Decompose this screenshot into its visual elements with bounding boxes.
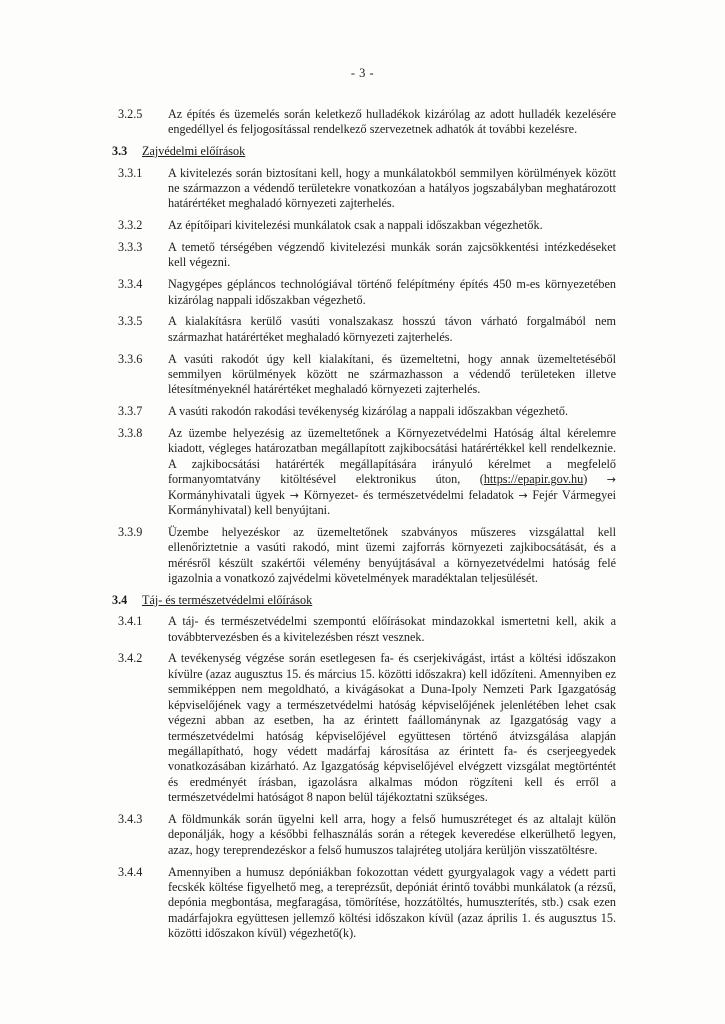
paragraph-3-3-8 [112,426,616,518]
section-3-3-heading [112,144,616,159]
paragraph-text: Az építés és üzemelés során keletkező hulladékok kizárólag az adott hulladék kezelésére engedéllyel és feljogosítással rendelkező szervezetnek adhatók át további kezelésre. [168,107,616,137]
paragraph-number: 3.2.5 [118,107,143,121]
paragraph-number: 3.4.3 [118,811,143,826]
paragraph-text: A táj- és természetvédelmi szempontú előírásokat mindazokkal ismertetni kell, akik a továbbtervezésben és a kivitelezésben részt vesznek. [168,614,616,644]
paragraph-number: 3.3.4 [118,277,143,292]
paragraph-3-4-4 [112,865,616,942]
paragraph-3-4-2 [112,651,616,805]
paragraph-3-2-5 [112,107,616,138]
arrow-right-icon: → [518,488,528,502]
paragraph-number: 3.3.6 [118,351,143,366]
paragraph-3-3-9 [112,525,616,587]
paragraph-text: A vasúti rakodón rakodási tevékenység kizárólag a nappali időszakban végezhető. [168,404,569,419]
arrow-right-icon: → [289,488,299,502]
paragraph-3-3-6 [112,352,616,398]
paragraph-number: 3.3.7 [118,404,143,419]
paragraph-3-4-1 [112,614,616,645]
paragraph-3-3-3 [112,240,616,271]
paragraph-3-4-3 [112,812,616,858]
paragraph-text: A földmunkák során ügyelni kell arra, hogy a felső humuszréteget és az altalajt külön deponálják, hogy a későbbi felhasználás során a rétegek keveredése elkerülhető legyen, azaz, hogy tereprendezéskor a felső humuszos talajréteg utoljára kerüljön visszatöltésre. [168,811,616,857]
section-3-4-heading [112,593,616,608]
paragraph-3-3-4 [112,277,616,308]
epapir-link[interactable]: https://epapir.gov.hu [483,472,584,487]
paragraph-number: 3.4.1 [118,614,143,629]
paragraph-text: A tevékenység végzése során esetlegesen fa- és cserjekivágást, irtást a költési időszakon kívülre (azaz augusztus 15. és március 15. közötti időszakra) kell időzíteni. Amennyiben ez semmiképpen nem megoldható, a kivágásokat a Duna-Ipoly Nemzeti Park Igazgatóság képviselőjének vagy a természetvédelmi hatóság képviselőjének jelenlétében lehet csak végezni abban az esetben, ha az érintett faállománynak az Igazgatóság vagy a természetvédelmi hatóság képviselőjével együttesen történő átvizsgálása alapján megállapítható, hogy védett madárfaj károsítása az érintett fa- és cserjeegyedek vonatkozásában kizárható. Az Igazgatóság képviselőjével elvégzett vizsgálat megtörténtét és eredményét írásban, igazolásra alkalmas módon rögzíteni kell és erről a természetvédelmi hatóságot 8 napon belül tájékoztatni szükséges. [168,651,616,805]
page-number: - 3 - [350,66,375,80]
paragraph-number: 3.3.1 [118,165,143,180]
paragraph-3-3-5 [112,314,616,345]
paragraph-number: 3.3.3 [118,240,143,255]
section-number: 3.3 [112,144,128,159]
paragraph-text: Amennyiben a humusz depóniákban fokozottan védett gyurgyalagok vagy a védett parti fecskék költése figyelhető meg, a tereprézsűt, depóniát érintő további munkálatok (a rézsű, depónia megbontása, megfaragása, tömörítése, hozzátöltés, humuszterítés, stb.) csak ezen madárfajokra együttesen jellemző költési időszakon kívül (azaz április 1. és augusztus 15. közötti időszakon kívül) végezhető(k). [168,864,616,941]
paragraph-text-part: Környezet- és természetvédelmi feladatok [298,487,519,502]
paragraph-3-3-1 [112,166,616,212]
paragraph-number: 3.3.9 [118,524,143,539]
section-title: Zajvédelmi előírások [142,144,246,159]
paragraph-number: 3.3.5 [118,314,143,329]
document-body [112,107,616,948]
paragraph-text: Az építőipari kivitelezési munkálatok csak a nappali időszakban végezhetők. [168,218,543,233]
paragraph-number: 3.4.2 [118,651,143,666]
paragraph-text-part: Kormányhivatali ügyek [168,487,290,502]
paragraph-text-part: Az üzembe helyezésig az üzemeltetőnek a Környezetvédelmi Hatóság által kérelemre kiadott, végleges határozatban megállapított zajkibocsátási határértékkel kell rendelkeznie. A zajkibocsátási határérték megállapítására irányuló kérelmet a megfelelő formanyomtatvány kitöltésével elektronikus úton, ( [168,426,616,487]
section-title: Táj- és természetvédelmi előírások [142,592,313,607]
section-number: 3.4 [112,592,128,607]
paragraph-text-part: Fejér Vármegyei Kormányhivatal) kell benyújtani. [168,487,617,518]
paragraph-text: Üzembe helyezéskor az üzemeltetőnek szabványos műszeres vizsgálattal kell ellenőriztetnie a vasúti rakodó, mint üzemi zajforrás környezeti zajkibocsátását, és a mérésről készült szakértői vélemény benyújtásával a környezetvédelmi hatóság felé igazolnia a vonatkozó zajvédelmi követelmények maradéktalan teljesülését. [168,524,616,586]
paragraph-number: 3.4.4 [118,864,143,879]
paragraph-3-3-7 [112,404,616,419]
paragraph-text: A kialakításra kerülő vasúti vonalszakasz hosszú távon várható forgalmából nem származhat határértéket meghaladó környezeti zajterhelés. [168,314,616,344]
paragraph-text: Nagygépes gépláncos technológiával történő felépítmény építés 450 m-es környezetében kizárólag nappali időszakban végezhető. [168,277,616,307]
paragraph-text: A vasúti rakodót úgy kell kialakítani, és üzemeltetni, hogy annak üzemeltetéséből semmilyen körülmények között ne származhasson a védendő területeken illetve létesítményeknél határértéket meghaladó környezeti zajterhelés. [168,351,616,397]
paragraph-text: A temető térségében végzendő kivitelezési munkák során zajcsökkentési intézkedéseket kell végezni. [168,240,616,270]
paragraph-text: A kivitelezés során biztosítani kell, hogy a munkálatokból semmilyen körülmények között ne származzon a védendő területekre vonatkozóan a hatályos jogszabályban meghatározott határértéket meghaladó környezeti zajterhelés. [168,165,616,211]
paragraph-number: 3.3.8 [118,426,143,441]
arrow-right-icon: → [606,473,616,487]
paragraph-text: Az üzembe helyezésig az üzemeltetőnek a Környezetvédelmi Hatóság által kérelemre kiadott, végleges határozatban megállapított zajkibocsátási határértékkel kell rendelkeznie. A zajkibocsátási határérték megállapítására irányuló kérelmet a megfelelő formanyomtatvány kitöltésével elektronikus úton, (https://epapir.gov.hu) → Kormányhivatali ügyek → Környezet- és természetvédelmi feladatok → Fejér Vármegyei Kormányhivatal) kell benyújtani. [168,426,617,518]
paragraph-3-3-2 [112,218,616,233]
paragraph-number: 3.3.2 [118,218,143,233]
